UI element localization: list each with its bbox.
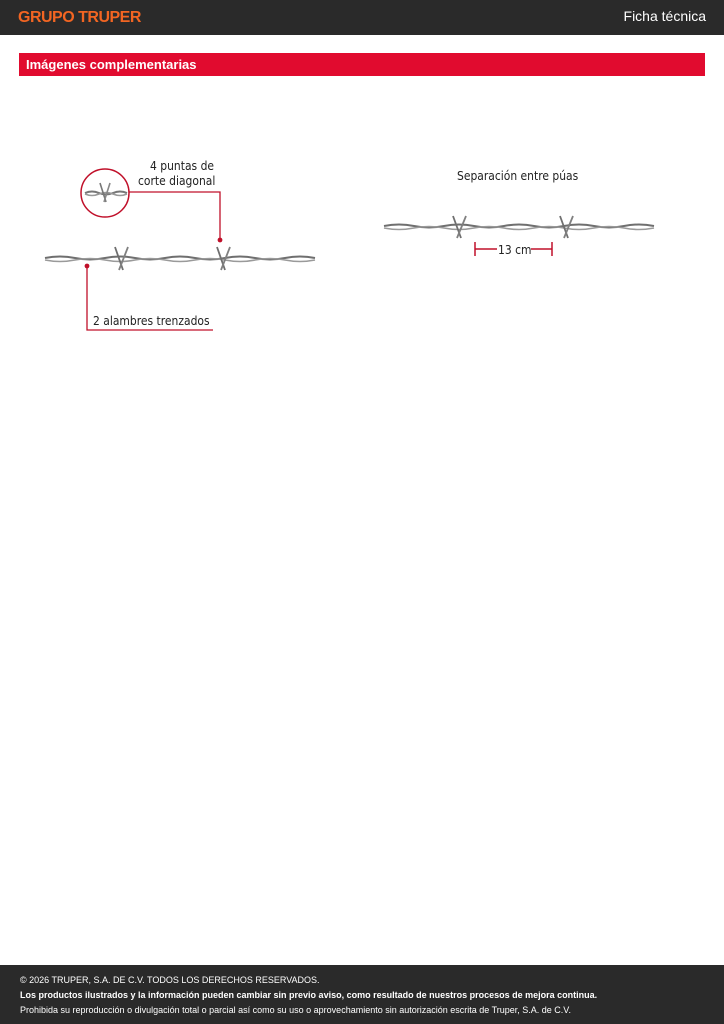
brand-logo: GRUPO TRUPER (18, 9, 141, 26)
document-type: Ficha técnica (623, 8, 706, 24)
top-bar (0, 0, 724, 35)
callout-separation: Separación entre púas (457, 168, 579, 183)
separation-wire (384, 216, 654, 238)
barb-separation-figure (380, 160, 660, 270)
footer-copyright: © 2026 TRUPER, S.A. DE C.V. TODOS LOS DERECHOS RESERVADOS. (20, 975, 320, 985)
callout-wires: 2 alambres trenzados (93, 313, 210, 328)
section-header (19, 53, 705, 76)
footer-prohibition: Prohibida su reproducción o divulgación total o parcial así como su uso o aprovechamiento sin autorización escrita de Truper, S.A. de C.V. (20, 1005, 571, 1015)
tips-leader-line (129, 192, 220, 240)
tips-leader-dot (218, 238, 223, 243)
barbed-wire-detail-figure (40, 150, 330, 340)
section-title: Imágenes complementarias (26, 57, 197, 72)
dimension-label: 13 cm (498, 242, 532, 257)
callout-tips-line2: corte diagonal (138, 173, 216, 188)
footer-notice: Los productos ilustrados y la información pueden cambiar sin previo aviso, como resultado de nuestros procesos de mejora continua. (20, 990, 598, 1000)
callout-tips (138, 158, 215, 188)
callout-tips-line1: 4 puntas de (150, 158, 215, 173)
footer (0, 965, 724, 1024)
